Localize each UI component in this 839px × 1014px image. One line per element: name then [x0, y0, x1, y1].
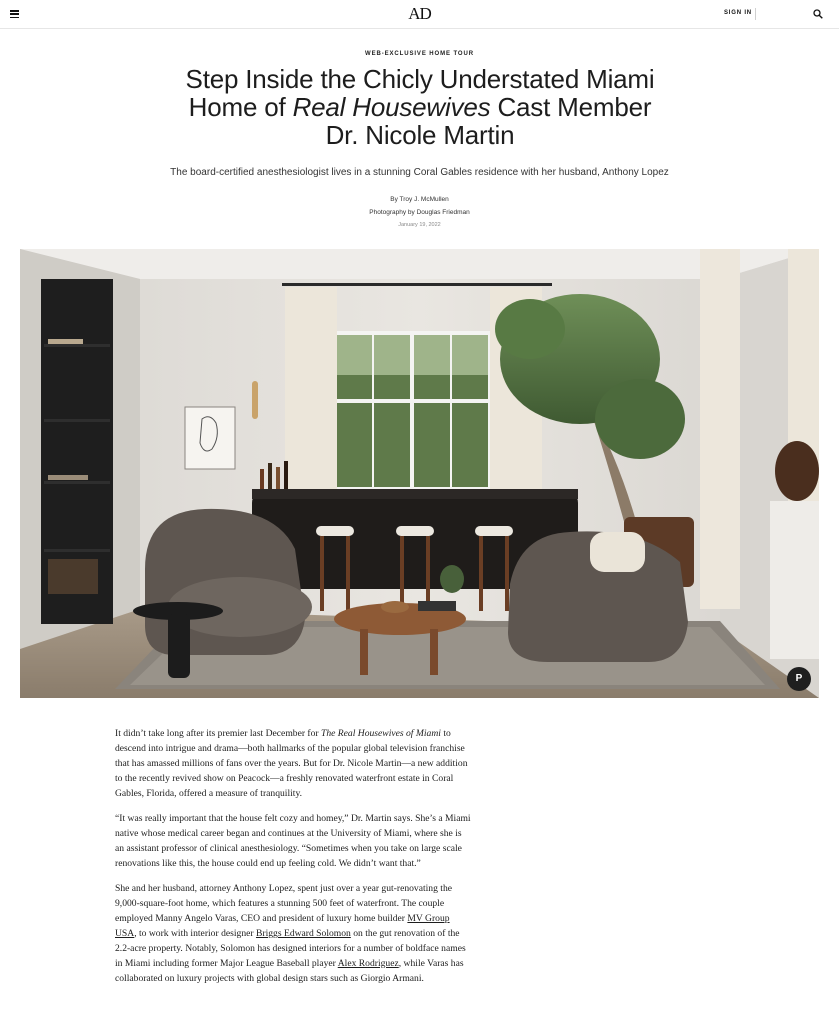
- photo-credit: Photography by Douglas Friedman: [369, 209, 470, 216]
- link-briggs-edward-solomon[interactable]: Briggs Edward Solomon: [255, 928, 351, 939]
- p3-text-a: She and her husband, attorney Anthony Lopez, spent just over a year gut-renovating the 9,000-square-foot home, which features a stunning 500 feet of waterfront. The couple employed Manny Angelo Varas, CEO and president of luxury home builder: [115, 883, 453, 924]
- ad-logo[interactable]: AD: [408, 4, 431, 23]
- article-body: [115, 726, 471, 996]
- p1-show-title: The Real Housewives of Miami: [321, 728, 441, 739]
- article-dek: The board-certified anesthesiologist lives in a stunning Coral Gables residence with her husband, Anthony Lopez: [170, 167, 669, 178]
- article-headline: [170, 65, 670, 149]
- sign-in-link[interactable]: SIGN IN: [724, 10, 752, 16]
- link-alex-rodriguez[interactable]: Alex Rodriguez: [337, 958, 399, 969]
- body-paragraph-1: [115, 726, 471, 801]
- p3-text-c: on the gut renovation of the 2.2-acre property. Notably, Solomon has designed interiors for a number of boldface names in Miami including former Major League Baseball player: [115, 928, 466, 969]
- header-divider: [755, 8, 756, 20]
- pinterest-save-button[interactable]: P: [787, 667, 811, 691]
- headline-text-start: Step Inside the Chicly Understated Miami Home of: [185, 64, 655, 122]
- top-navigation-bar: [0, 0, 839, 29]
- body-paragraph-2: “It was really important that the house felt cozy and homey,” Dr. Martin says. She’s a Miami native whose medical career began and continues at the University of Miami, where she is an assistant professor of clinical anesthesiology. “Sometimes when you take on large scale renovations like this, the house could end up feeling cold. We didn’t want that.”: [115, 813, 471, 869]
- hero-image-living-room: [20, 249, 819, 698]
- link-mv-group-usa[interactable]: MV Group USA: [115, 913, 450, 939]
- p1-text-end: to descend into intrigue and drama—both hallmarks of the popular global television franchise that has amassed millions of fans over the years. But for Dr. Nicole Martin—a new addition to the recently revived show on Peacock—a freshly renovated waterfront estate in Coral Gables, Florida, offered a measure of tranquility.: [115, 728, 468, 799]
- article-byline[interactable]: By Troy J. McMullen: [390, 196, 449, 203]
- publish-date: January 19, 2022: [398, 222, 441, 228]
- headline-text-end: Cast Member Dr. Nicole Martin: [325, 92, 652, 150]
- p3-text-d: , while Varas has collaborated on luxury projects with global design stars such as Giorgio Armani.: [115, 958, 464, 984]
- p1-text-start: It didn’t take long after its premier last December for: [115, 728, 322, 739]
- search-icon[interactable]: [813, 9, 823, 19]
- body-paragraph-3: [115, 881, 471, 986]
- headline-show-title: Real Housewives: [292, 92, 491, 122]
- p3-text-b: , to work with interior designer: [134, 928, 256, 939]
- article-rubric[interactable]: WEB-EXCLUSIVE HOME TOUR: [365, 51, 474, 57]
